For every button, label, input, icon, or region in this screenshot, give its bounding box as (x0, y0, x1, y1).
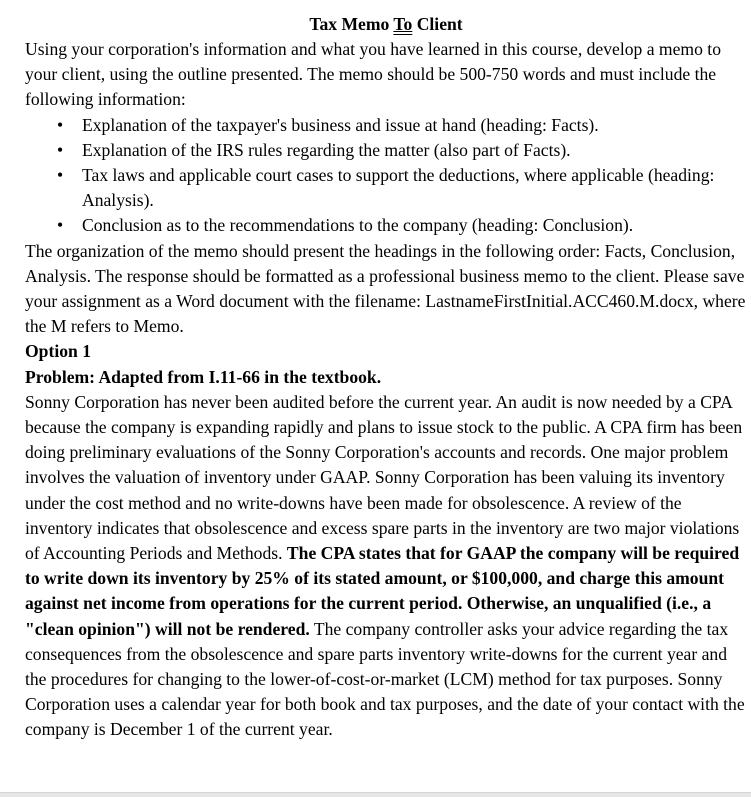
problem-text-part2: The company controller asks your advice regarding the tax consequences from the obsolescence and spare parts inventory write-downs for the current year and the procedures for changing to the lower-of-cost-or-market (LCM) method for tax purposes. Sonny Corporation uses a calendar year for both book and tax purposes, and the date of your contact with the company is December 1 of the current year. (25, 618, 745, 740)
problem-paragraph (25, 390, 747, 743)
list-item-text: Explanation of the IRS rules regarding the matter (also part of Facts). (82, 139, 571, 160)
list-item (25, 163, 747, 213)
list-item-text: Tax laws and applicable court cases to support the deductions, where applicable (heading: Analysis). (82, 165, 715, 211)
memo-title (25, 12, 747, 37)
problem-text-bold: The CPA states that for GAAP the company will be required to write down its inventory by 25% of its stated amount, or $100,000, and charge this amount against net income from operations for the current period. Otherwise, an unqualified (i.e., a "clean opinion") will not be rendered. (25, 543, 740, 639)
bullet-icon: • (57, 215, 64, 236)
requirements-list (25, 113, 747, 239)
page-bottom-edge (0, 792, 751, 797)
title-prefix: Tax Memo (309, 14, 394, 34)
bullet-icon: • (57, 114, 64, 135)
list-item-text: Explanation of the taxpayer's business and issue at hand (heading: Facts). (82, 114, 599, 135)
list-item (25, 138, 747, 163)
document-page (25, 12, 747, 743)
title-suffix: Client (412, 14, 463, 34)
title-to: To (393, 14, 413, 34)
bullet-icon: • (57, 139, 64, 160)
organization-paragraph: The organization of the memo should present the headings in the following order: Facts, Conclusion, Analysis. The response should be formatted as a professional business memo to the client. Please save your assignment as a Word document with the filename: LastnameFirstInitial.ACC460.M.docx, where the M refers to Memo. (25, 240, 746, 337)
problem-text-part1: Sonny Corporation has never been audited before the current year. An audit is now needed by a CPA because the company is expanding rapidly and plans to issue stock to the public. A CPA firm has been doing preliminary evaluations of the Sonny Corporation's accounts and records. One major problem involves the valuation of inventory under GAAP. Sonny Corporation has been valuing its inventory under the cost method and no write-downs have been made for obsolescence. A review of the inventory indicates that obsolescence and excess spare parts in the inventory are two major violations of Accounting Periods and Methods. (25, 391, 743, 564)
problem-heading: Problem: Adapted from I.11-66 in the textbook. (25, 366, 382, 387)
intro-paragraph: Using your corporation's information and what you have learned in this course, develop a memo to your client, using the outline presented. The memo should be 500-750 words and must include the following information: (25, 39, 721, 110)
list-item-text: Conclusion as to the recommendations to the company (heading: Conclusion). (82, 215, 634, 236)
list-item (25, 113, 747, 138)
list-item (25, 213, 747, 238)
option-heading: Option 1 (25, 341, 91, 362)
bullet-icon: • (57, 165, 64, 186)
